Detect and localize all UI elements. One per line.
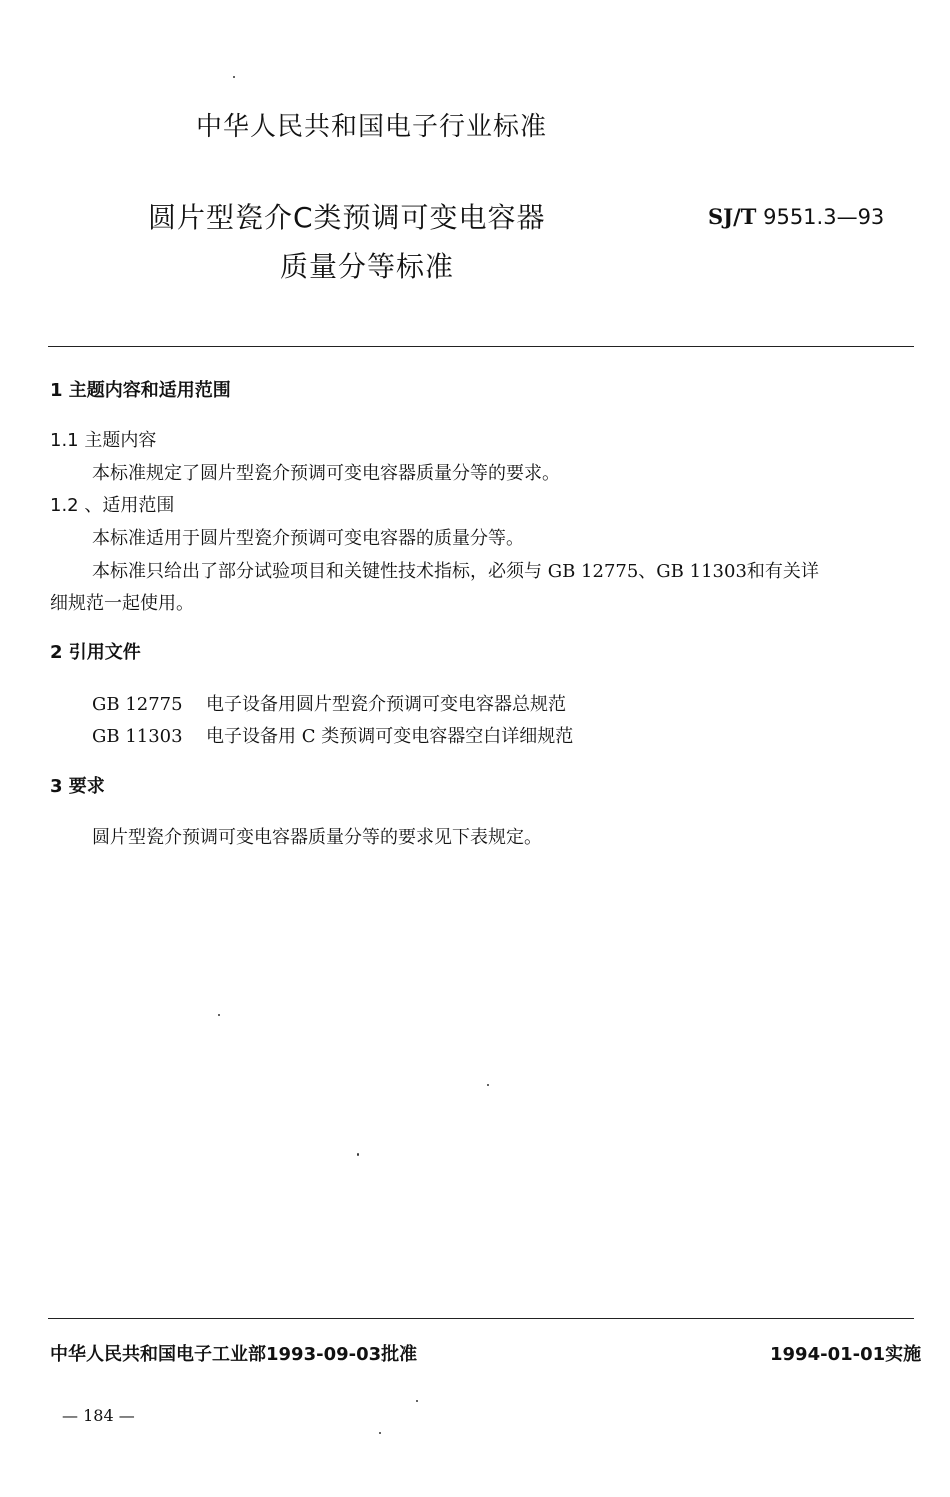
- section-1-2-heading: 1.2 、适用范围: [50, 495, 175, 516]
- section-1-2-text-3: 细规范一起使用。: [50, 593, 194, 614]
- reference-code: GB 11303: [92, 726, 183, 747]
- scan-speck: [379, 1432, 381, 1434]
- section-1-heading: 1 主题内容和适用范围: [50, 380, 231, 401]
- header-divider: [48, 346, 914, 347]
- reference-item: [92, 690, 566, 716]
- page-number: — 184 —: [62, 1406, 135, 1425]
- document-title-line2: 质量分等标准: [280, 250, 455, 283]
- scan-speck: [487, 1084, 489, 1086]
- effective-date: 1994-01-01实施: [770, 1344, 922, 1365]
- scan-speck: [233, 76, 235, 78]
- section-1-1-text: 本标准规定了圆片型瓷介预调可变电容器质量分等的要求。: [92, 463, 560, 484]
- reference-code: GB 12775: [92, 694, 183, 715]
- section-3-heading: 3 要求: [50, 776, 105, 797]
- reference-title: 电子设备用 C 类预调可变电容器空白详细规范: [206, 726, 574, 747]
- document-title-line1: 圆片型瓷介C类预调可变电容器: [148, 201, 546, 234]
- section-2-heading: 2 引用文件: [50, 642, 141, 663]
- section-1-1-heading: 1.1 主题内容: [50, 430, 157, 451]
- standard-code-prefix: SJ/T: [708, 204, 757, 229]
- reference-item: [92, 722, 573, 748]
- reference-title: 电子设备用圆片型瓷介预调可变电容器总规范: [206, 694, 566, 715]
- issuing-standard-body: 中华人民共和国电子行业标准: [196, 112, 548, 142]
- section-1-2-text-1: 本标准适用于圆片型瓷介预调可变电容器的质量分等。: [92, 528, 524, 549]
- section-1-2-text-2: 本标准只给出了部分试验项目和关键性技术指标，必须与 GB 12775、GB 11303和有关详: [92, 561, 819, 582]
- standard-code-number: 9551.3—93: [763, 205, 885, 229]
- section-3-text: 圆片型瓷介预调可变电容器质量分等的要求见下表规定。: [92, 827, 542, 848]
- scan-speck: [416, 1400, 418, 1402]
- scan-speck: [357, 1153, 359, 1156]
- approval-statement: 中华人民共和国电子工业部1993-09-03批准: [50, 1344, 418, 1365]
- standard-code: [708, 204, 884, 229]
- footer-divider: [48, 1318, 914, 1319]
- scan-speck: [218, 1014, 220, 1016]
